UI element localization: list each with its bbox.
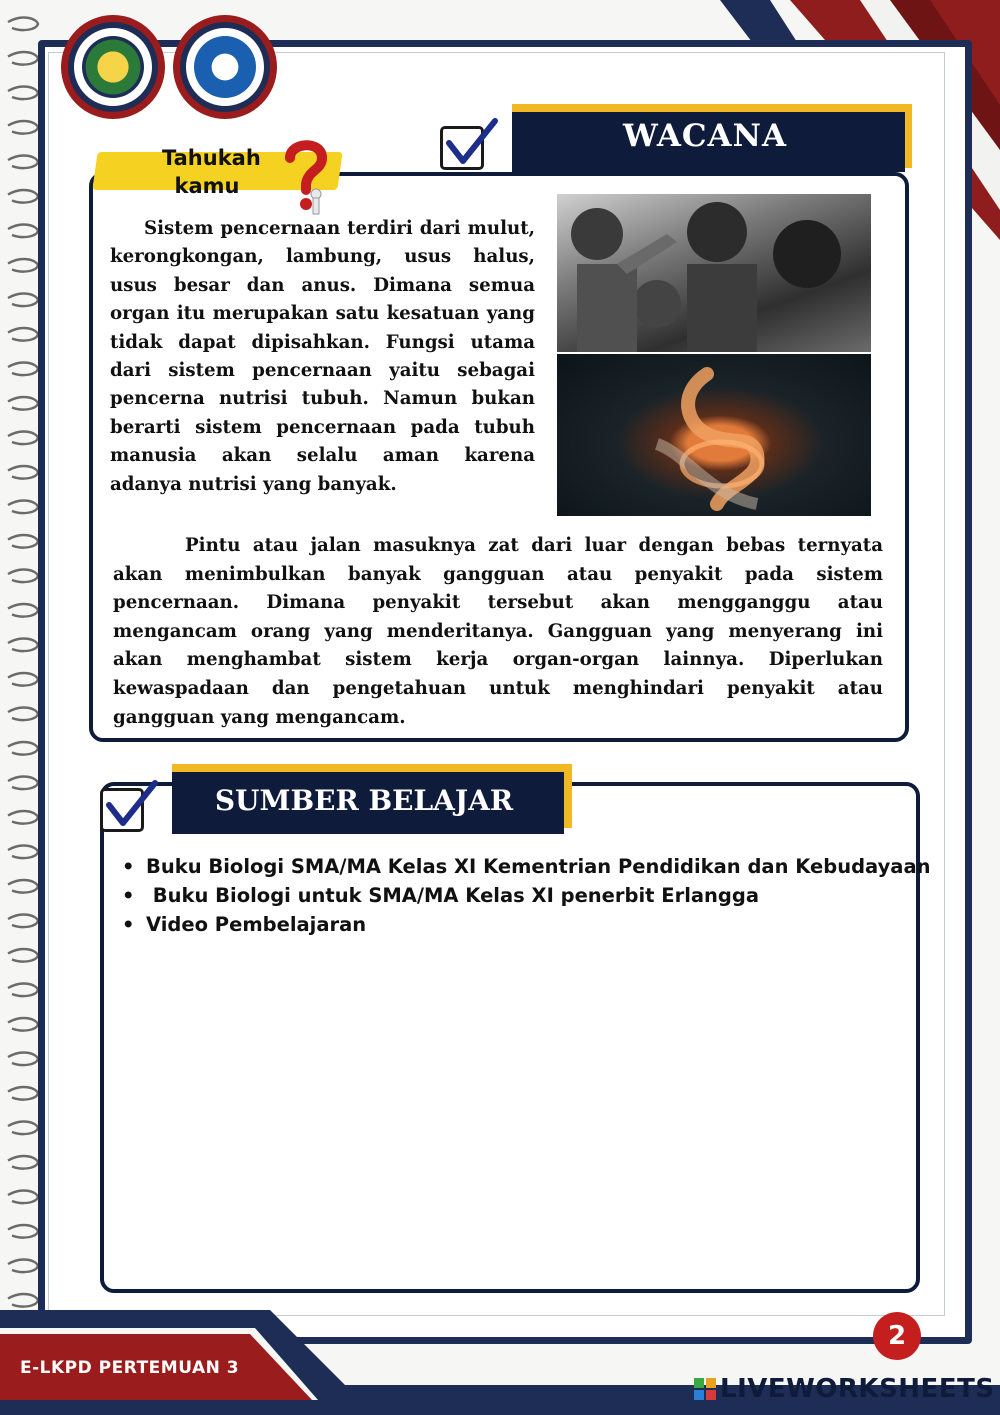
kemendikbud-logo bbox=[180, 22, 270, 112]
page-number: 2 bbox=[873, 1312, 921, 1360]
footer-label: E-LKPD PERTEMUAN 3 bbox=[20, 1358, 240, 1378]
stomach-pain-photo bbox=[557, 354, 871, 516]
wacana-title: WACANA bbox=[623, 118, 787, 154]
tahukah-label: Tahukah kamu bbox=[162, 146, 261, 198]
checkmark-box-icon bbox=[100, 788, 144, 832]
list-item: • Video Pembelajaran bbox=[122, 913, 367, 936]
liveworksheets-watermark: LIVEWORKSHEETS bbox=[720, 1374, 995, 1404]
checkmark-box-icon bbox=[440, 126, 484, 170]
list-item: • Buku Biologi SMA/MA Kelas XI Kementrian Pendidikan dan Kebudayaan bbox=[122, 855, 931, 878]
malnourished-children-photo bbox=[557, 194, 871, 352]
question-mark-icon bbox=[282, 136, 328, 216]
sumber-belajar-title: SUMBER BELAJAR bbox=[214, 784, 514, 817]
school-logo bbox=[68, 22, 158, 112]
digestive-illustration bbox=[557, 194, 871, 516]
wacana-paragraph-1: Sistem pencernaan terdiri dari mulut, kerongkongan, lambung, usus halus, usus besar dan anus. Dimana semua organ itu merupakan satu kesatuan yang tidak dapat dipisahkan. Fungsi utama dari sistem pencernaan yaitu sebagai pencerna nutrisi tubuh. Namun bukan berarti sistem pencernaan pada tubuh manusia akan selalu aman karena adanya nutrisi yang banyak. bbox=[110, 218, 535, 495]
source-list bbox=[122, 852, 931, 939]
wacana-paragraph-2: Pintu atau jalan masuknya zat dari luar dengan bebas ternyata akan menimbulkan banyak gangguan atau penyakit pada sistem pencernaan. Dimana penyakit tersebut akan mengganggu atau mengancam orang yang menderitanya. Gangguan yang menyerang ini akan menghambat sistem kerja organ-organ lainnya. Diperlukan kewaspadaan dan pengetahuan untuk menghindari penyakit atau gangguan yang mengancam. bbox=[113, 535, 883, 728]
list-item: • Buku Biologi untuk SMA/MA Kelas XI penerbit Erlangga bbox=[122, 884, 760, 907]
